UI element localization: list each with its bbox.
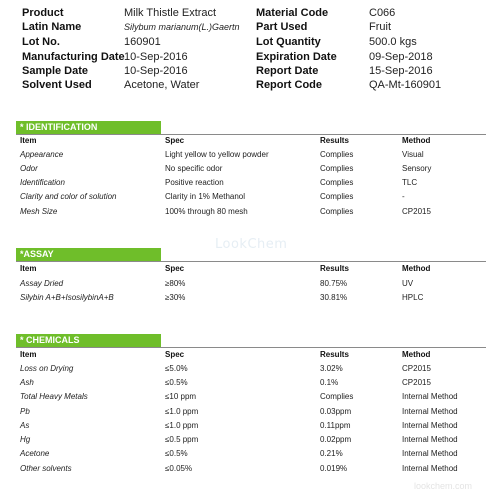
column-header-method: Method [402,264,431,273]
table-row [20,148,480,162]
header-key: Material Code [256,7,329,19]
header-row-report-code [256,77,322,93]
table-header [20,348,480,362]
cell-results: 0.11ppm [320,421,351,430]
header-row-latin-name [22,19,81,35]
cell-method: Internal Method [402,449,458,458]
cell-method: Visual [402,150,424,159]
column-header-spec: Spec [165,350,185,359]
header-key: Report Code [256,79,322,91]
cell-results: 0.03ppm [320,407,352,416]
table-row [20,433,480,447]
cell-item: Mesh Size [20,207,58,216]
header-value: C066 [369,7,396,19]
header-value-lot-quantity [369,34,417,50]
cell-method: CP2015 [402,378,431,387]
table-row [20,176,480,190]
header-row-solvent-used [22,77,92,93]
cell-method: Sensory [402,164,432,173]
cell-spec: Clarity in 1% Methanol [165,192,246,201]
header-value: QA-Mt-160901 [369,79,442,91]
table-row [20,376,480,390]
header-row-part-used [256,19,307,35]
cell-method: Internal Method [402,392,458,401]
cell-method: Internal Method [402,421,458,430]
header-key: Lot Quantity [256,36,321,48]
cell-item: Total Heavy Metals [20,392,88,401]
cell-spec: ≥80% [165,279,186,288]
table-row [20,277,480,291]
cell-item: Ash [20,378,34,387]
column-header-spec: Spec [165,264,185,273]
header-value-report-code [369,77,441,93]
cell-item: Silybin A+B+IsosilybinA+B [20,293,114,302]
cell-method: Internal Method [402,407,458,416]
cell-spec: ≤0.5% [165,449,188,458]
header-value: 500.0 kgs [369,36,417,48]
cell-results: 0.21% [320,449,343,458]
cell-spec: ≤0.5 ppm [165,435,199,444]
cell-method: Internal Method [402,435,458,444]
header-key: Sample Date [22,65,89,77]
header-value: 160901 [124,36,161,48]
header-value: Silybum marianum(L.)Gaertn [124,22,240,32]
cell-item: Loss on Drying [20,364,74,373]
cell-results: Complies [320,150,354,159]
column-header-method: Method [402,136,431,145]
column-header-item: Item [20,350,37,359]
column-header-spec: Spec [165,136,185,145]
header-value: Milk Thistle Extract [124,7,217,19]
header-value: 15-Sep-2016 [369,65,433,77]
cell-spec: ≤1.0 ppm [165,407,199,416]
header-row-lot-quantity [256,34,321,50]
cell-results: 0.019% [320,464,348,473]
header-key: Part Used [256,21,308,33]
cell-results: Complies [320,178,354,187]
cell-spec: ≤0.05% [165,464,193,473]
header-value: 09-Sep-2018 [369,51,433,63]
cell-results: 80.75% [320,279,348,288]
cell-spec: 100% through 80 mesh [165,207,248,216]
cell-item: Odor [20,164,38,173]
cell-method: - [402,192,405,201]
column-header-results: Results [320,350,349,359]
cell-results: 30.81% [320,293,348,302]
cell-method: TLC [402,178,418,187]
cell-item: Hg [20,435,31,444]
header-key: Report Date [256,65,319,77]
cell-item: Acetone [20,449,50,458]
header-row-lot-no [22,34,60,50]
cell-method: UV [402,279,414,288]
table-row [20,291,480,305]
cell-spec: ≤0.5% [165,378,188,387]
table-row [20,462,480,476]
cell-method: CP2015 [402,364,431,373]
section-title-identification: * IDENTIFICATION [16,121,161,134]
watermark-corner: lookchem.com [414,481,473,491]
cell-item: Appearance [20,150,64,159]
cell-results: Complies [320,392,354,401]
table-row [20,205,480,219]
cell-spec: ≤1.0 ppm [165,421,199,430]
cell-item: Pb [20,407,30,416]
header-key: Expiration Date [256,51,337,63]
cell-spec: Positive reaction [165,178,224,187]
column-header-results: Results [320,264,349,273]
table-row [20,162,480,176]
section-title-chemicals: * CHEMICALS [16,334,161,347]
section-title-assay: *ASSAY [16,248,161,261]
table-row [20,390,480,404]
cell-spec: ≤10 ppm [165,392,197,401]
header-value: 10-Sep-2016 [124,51,188,63]
header-value: Acetone, Water [124,79,200,91]
cell-item: As [20,421,30,430]
header-key: Manufacturing Date [22,51,125,63]
header-value: Fruit [369,21,391,33]
cell-item: Identification [20,178,65,187]
cell-item: Assay Dried [20,279,64,288]
column-header-item: Item [20,136,37,145]
cell-spec: ≤5.0% [165,364,188,373]
column-header-method: Method [402,350,431,359]
cell-results: Complies [320,207,354,216]
cell-results: Complies [320,192,354,201]
table-row [20,405,480,419]
table-row [20,447,480,461]
header-value: 10-Sep-2016 [124,65,188,77]
cell-results: 0.02ppm [320,435,352,444]
header-key: Product [22,7,64,19]
cell-spec: Light yellow to yellow powder [165,150,269,159]
cell-spec: No specific odor [165,164,223,173]
cell-results: Complies [320,164,354,173]
cell-results: 0.1% [320,378,339,387]
header-value-lot-no [124,34,161,50]
cell-item: Other solvents [20,464,72,473]
cell-spec: ≥30% [165,293,186,302]
watermark-center: LookChem [215,237,288,252]
cell-method: HPLC [402,293,424,302]
table-header [20,262,480,276]
header-value-part-used [369,19,391,35]
cell-method: CP2015 [402,207,431,216]
table-row [20,190,480,204]
table-row [20,419,480,433]
cell-method: Internal Method [402,464,458,473]
header-key: Solvent Used [22,79,92,91]
cell-results: 3.02% [320,364,343,373]
column-header-item: Item [20,264,37,273]
cell-item: Clarity and color of solution [20,192,117,201]
column-header-results: Results [320,136,349,145]
table-row [20,362,480,376]
header-key: Latin Name [22,21,82,33]
header-key: Lot No. [22,36,60,48]
header-value-latin-name [124,19,240,35]
header-value-solvent-used [124,77,199,93]
table-header [20,134,480,148]
